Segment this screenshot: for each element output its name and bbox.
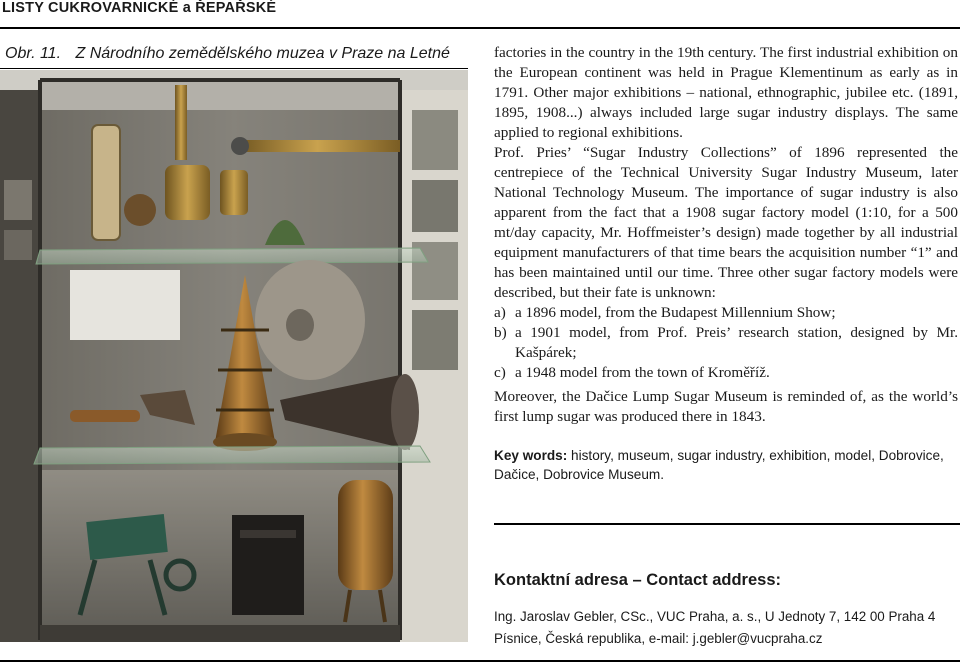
figure-caption-text: Z Národního zemědělského muzea v Praze na Letné (75, 45, 450, 62)
list-item-text: a 1948 model from the town of Kroměříž. (515, 364, 770, 381)
paragraph-exhibitions: factories in the country in the 19th century. The first industrial exhibition on the European continent was held in Prague Klementinum as early as in 1791. Other major exhibitions – national, ethnographic, jubilee etc. (1891, 1895, 1908...) always included large sugar industry displays. The same applied to regional exhibitions. (494, 44, 958, 141)
list-marker: a) (494, 304, 506, 321)
footer-rule (0, 660, 960, 662)
list-item (494, 363, 958, 383)
keywords-block (494, 446, 958, 484)
list-item (494, 323, 958, 363)
list-marker: b) (494, 324, 507, 341)
contact-rule (494, 523, 960, 525)
header-rule (0, 27, 960, 29)
list-item-text: a 1896 model, from the Budapest Millennium Show; (515, 304, 836, 321)
keywords-text: history, museum, sugar industry, exhibition, model, Dobrovice, Dačice, Dobrovice Museum. (494, 448, 944, 482)
models-list (494, 303, 958, 383)
article-body (494, 43, 958, 427)
paragraph-collections: Prof. Pries’ “Sugar Industry Collections” of 1896 represented the centrepiece of the Technical University Sugar Industry Museum, later National Technology Museum. The importance of sugar industry is also apparent from the fact that a 1908 sugar factory model (1:10, for a 500 mt/day capacity, Mr. Hoffmeister’s design) made together by all industrial equipment manufacturers of that time bears the acquisition number “1” and has been maintained until our time. Three other sugar factory models were described, but their fate is unknown: (494, 144, 958, 301)
paragraph-dacice: Moreover, the Dačice Lump Sugar Museum is reminded of, as the world’s first lump sugar was produced there in 1843. (494, 388, 958, 425)
list-item (494, 303, 958, 323)
museum-display-photo (0, 70, 468, 642)
list-marker: c) (494, 364, 506, 381)
figure-number: Obr. 11. (5, 45, 62, 62)
contact-address-line-1: Ing. Jaroslav Gebler, CSc., VUC Praha, a. s., U Jednoty 7, 142 00 Praha 4 (494, 609, 936, 624)
contact-address-line-2: Písnice, Česká republika, e-mail: j.gebler@vucpraha.cz (494, 631, 823, 646)
list-item-text: a 1901 model, from Prof. Preis’ research station, designed by Mr. Kašpárek; (515, 324, 958, 361)
caption-rule (0, 68, 468, 69)
contact-heading: Kontaktní adresa – Contact address: (494, 571, 781, 589)
journal-title: LISTY CUKROVARNICKÉ a ŘEPAŘSKÉ (2, 0, 277, 16)
figure-caption (5, 45, 450, 63)
keywords-label: Key words: (494, 448, 568, 463)
